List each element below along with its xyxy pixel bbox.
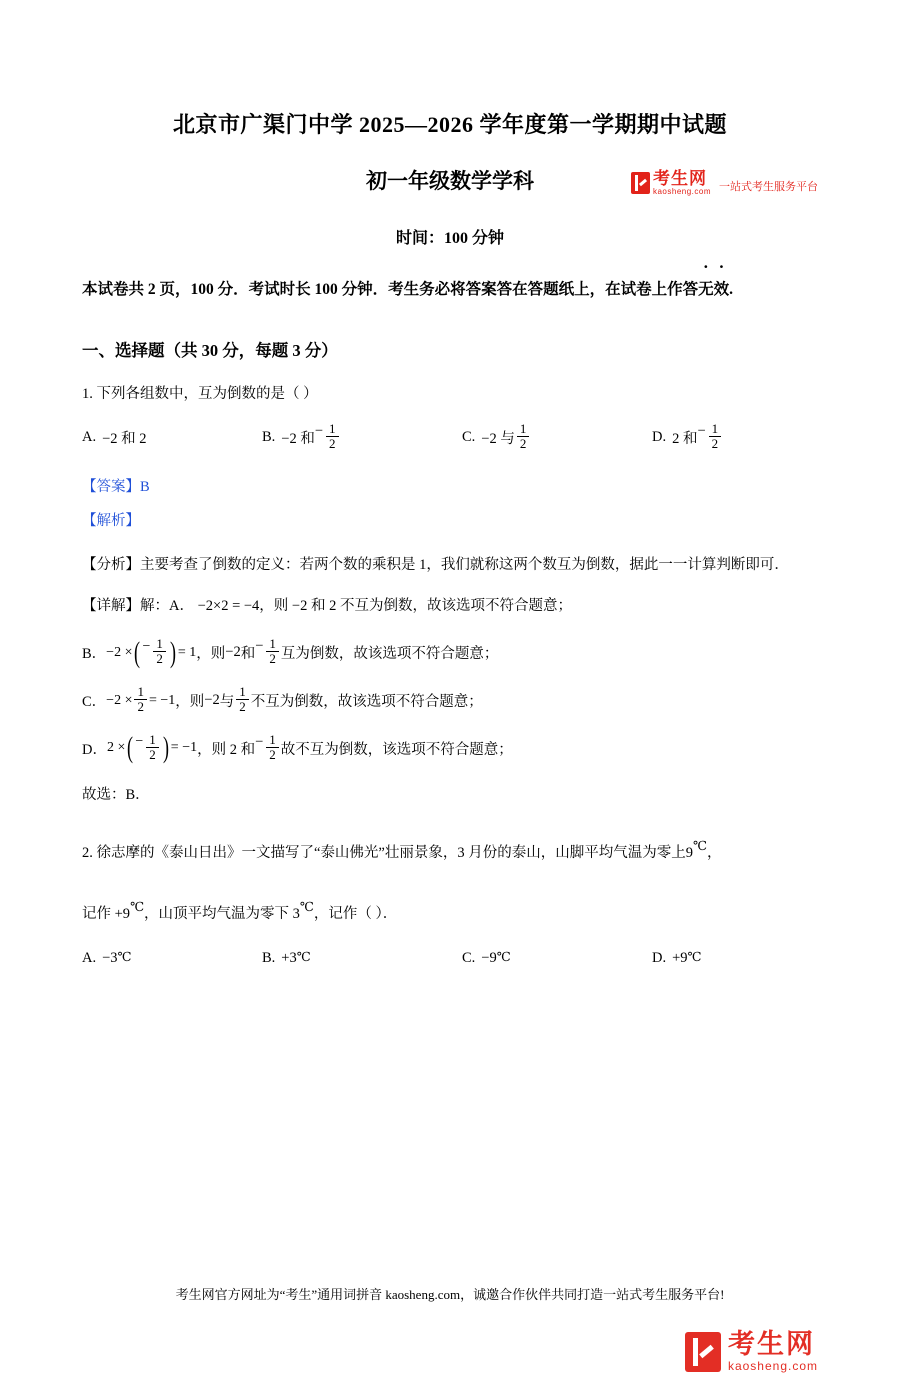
choice-c-frac-den: 2	[517, 436, 530, 451]
kaosheng-logo-icon	[631, 170, 711, 196]
step-d-expression: 2 × ( − $\frac{1}{2}$ ) = −1	[106, 731, 198, 765]
step-c-expression	[106, 683, 176, 716]
choice-a-label: A.	[82, 428, 97, 445]
step-d-end: 故不互为倒数，该选项不符合题意；	[280, 741, 513, 758]
step-b-expression: −2 × ( − $\frac{1}{2}$ ) = 1	[106, 635, 197, 669]
solution-step-c	[82, 683, 818, 716]
q2-line1-a: 2. 徐志摩的《泰山日出》一文描写了“泰山佛光”壮丽景象，3 月份的泰山，山脚平均气温为零上	[82, 845, 686, 862]
notice-dotted-xiao: 效	[713, 281, 730, 298]
choice-d-frac-num: 1	[711, 420, 719, 436]
q2-choice-d-label: D.	[652, 949, 667, 966]
analysis-text: 主要考查了倒数的定义：若两个数的乘积是 1，我们就称这两个数互为倒数，据此一一计算判断即可．	[140, 557, 789, 574]
step-c-tag: C．	[82, 694, 107, 711]
step-c-tail: = −1	[148, 692, 176, 708]
choice-d-frac-sign: −	[697, 422, 706, 439]
step-b-operand-num: 1	[269, 635, 276, 651]
logo-brand-cn: 考生网	[652, 169, 707, 188]
step-b-frac-sign: −	[142, 638, 151, 654]
q2-choice-b[interactable]	[262, 950, 462, 967]
q2-line2-e: ，记作（ ）．	[313, 905, 398, 922]
q2-choice-c-value: −9	[481, 949, 497, 966]
step-d-mid: ，则 2 和	[197, 741, 256, 758]
notice-dotted-wu: 无	[698, 281, 714, 298]
question-1-stem: 1. 下列各组数中，互为倒数的是（ ）	[82, 386, 318, 402]
footer-note: 考生网官方网址为“考生”通用词拼音 kaosheng.com，诚邀合作伙伴共同打造一站式考生服务平台!	[175, 1287, 725, 1302]
step-d-operand-sign: −	[255, 733, 264, 750]
answer-value: B	[140, 479, 150, 496]
choice-b-fraction	[314, 420, 341, 453]
step-d-frac-num: 1	[149, 731, 156, 747]
question-2-stem	[82, 832, 818, 871]
step-b-operand-frac	[255, 635, 281, 668]
q2-line2-unit1: ℃	[130, 899, 145, 914]
choice-d-fraction	[697, 420, 723, 453]
watermark-brand-cn: 考生网	[727, 1329, 815, 1360]
step-b-operand1: −2	[225, 644, 241, 661]
page-subtitle: 初一年级数学学科	[366, 169, 534, 193]
step-b-frac-num: 1	[156, 635, 163, 651]
q2-line1-unit: ℃	[693, 839, 707, 854]
choice-c-text: −2 与	[481, 430, 515, 447]
step-c-frac-num: 1	[137, 683, 144, 699]
step-b-operand-sign: −	[255, 638, 264, 655]
question-1-choices	[82, 420, 818, 453]
choice-c-fraction	[517, 422, 530, 452]
choice-a[interactable]	[82, 423, 262, 453]
step-d-frac-den: 2	[146, 747, 159, 762]
step-b-lead: −2 ×	[106, 644, 133, 660]
choice-c-frac-num: 1	[519, 420, 527, 436]
choice-b-label: B.	[262, 428, 276, 445]
step-c-operand-num: 1	[239, 683, 246, 699]
section-title-choice: 一、选择题（共 30 分，每题 3 分）	[82, 341, 338, 360]
q2-choice-c[interactable]	[462, 950, 652, 967]
step-b-end: 互为倒数，故该选项不符合题意；	[280, 646, 499, 663]
choice-b-frac-num: 1	[329, 420, 336, 436]
q2-choice-d[interactable]	[652, 950, 812, 967]
q2-line2-c: ，山顶平均气温为零下 3	[144, 905, 300, 922]
step-d-tag: D．	[82, 741, 107, 758]
analysis-head: 【分析】	[82, 557, 140, 574]
q2-choice-a-unit: ℃	[117, 950, 132, 965]
choice-a-text: −2 和 2	[102, 430, 147, 447]
step-b-mid: ，则	[196, 646, 226, 663]
q2-choice-c-unit: ℃	[496, 950, 511, 965]
logo-brand-en: kaosheng.com	[652, 187, 711, 196]
step-d-frac-sign: −	[135, 734, 144, 750]
solution-step-b	[82, 635, 818, 669]
choice-b-frac-den: 2	[326, 436, 339, 451]
question-2-choices	[82, 950, 818, 967]
answer-label: 【答案】	[82, 479, 140, 496]
watermark-brand-en: kaosheng.com	[727, 1358, 818, 1373]
page-title: 北京市广渠门中学 2025—2026 学年度第一学期期中试题	[172, 112, 727, 137]
choice-d-label: D.	[652, 428, 667, 445]
step-d-operand-frac	[255, 731, 281, 764]
q2-choice-a-value: −3	[102, 949, 118, 966]
document-page	[0, 108, 900, 1381]
exam-notice	[82, 274, 818, 305]
step-d-lead: 2 ×	[106, 740, 126, 756]
step-c-lead: −2 ×	[106, 692, 133, 708]
step-c-operand1: −2	[204, 692, 220, 709]
step-b-tail: = 1	[177, 644, 197, 660]
q2-choice-b-label: B.	[262, 949, 276, 966]
choice-d[interactable]	[652, 420, 812, 453]
notice-prefix: 本试卷共 2 页，100 分．考试时长 100 分钟．考生务必将答案答在答题纸上，在试卷上作答	[82, 281, 699, 298]
solution-step-d	[82, 733, 818, 763]
q2-choice-d-unit: ℃	[687, 950, 702, 965]
detail-paragraph	[82, 592, 818, 620]
step-b-tag: B．	[82, 646, 107, 663]
step-c-operand-frac	[236, 685, 249, 715]
choice-d-text: 2 和	[672, 430, 698, 447]
step-c-mid2: 与	[219, 694, 235, 711]
q2-choice-a[interactable]	[82, 950, 262, 967]
step-b-frac-den: 2	[153, 651, 166, 666]
analysis-paragraph	[82, 551, 818, 579]
choice-b[interactable]	[262, 420, 462, 453]
notice-suffix: .	[729, 281, 734, 298]
site-logo	[631, 170, 818, 196]
logo-slogan: 一站式考生服务平台	[719, 181, 818, 193]
q2-choice-d-value: +9	[672, 949, 688, 966]
step-c-mid: ，则	[175, 694, 205, 711]
step-b-mid2: 和	[240, 646, 256, 663]
step-d-operand-num: 1	[269, 731, 276, 747]
solution-conclusion: 故选：B．	[82, 787, 150, 804]
step-c-operand-den: 2	[236, 699, 249, 714]
q2-line1-d: ，	[706, 845, 722, 862]
q2-line1-b: 9	[685, 845, 693, 862]
q2-choice-c-label: C.	[462, 949, 476, 966]
kaosheng-watermark-icon	[685, 1332, 721, 1372]
detail-text: 解：A． −2×2 = −4，则 −2 和 2 不互为倒数，故该选项不符合题意；	[140, 597, 572, 614]
analysis-label: 【解析】	[82, 512, 140, 529]
step-d-operand-den: 2	[266, 747, 279, 762]
choice-c[interactable]	[462, 420, 652, 453]
step-b-operand-den: 2	[266, 651, 279, 666]
q2-choice-a-label: A.	[82, 949, 97, 966]
choice-b-text: −2 和	[281, 430, 315, 447]
answer-line	[82, 474, 818, 502]
choice-b-frac-sign: −	[314, 422, 324, 439]
choice-c-label: C.	[462, 428, 476, 445]
detail-head: 【详解】	[82, 597, 140, 614]
footer-watermark	[685, 1330, 818, 1373]
choice-d-frac-den: 2	[709, 436, 722, 451]
q2-line2-unit2: ℃	[299, 899, 314, 914]
question-2-stem-line2	[82, 893, 818, 932]
step-c-end: 不互为倒数，故该选项不符合题意；	[250, 694, 483, 711]
exam-duration: 时间：100 分钟	[395, 230, 504, 247]
step-c-frac-den: 2	[134, 699, 147, 714]
step-d-tail: = −1	[170, 740, 198, 756]
q2-choice-b-value: +3	[281, 949, 297, 966]
q2-choice-b-unit: ℃	[296, 950, 311, 965]
q2-line2-a: 记作 +9	[82, 905, 131, 922]
